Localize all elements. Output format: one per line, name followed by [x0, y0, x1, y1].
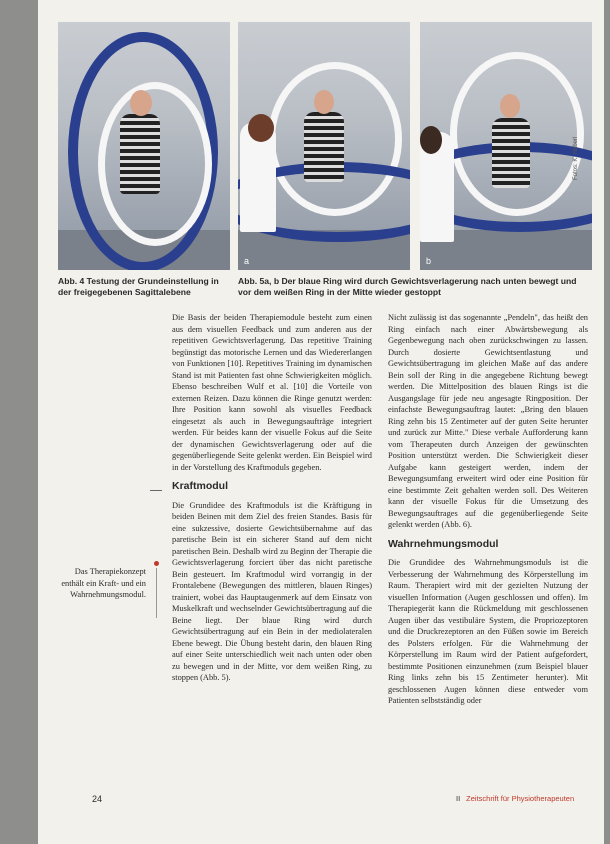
margin-note: Das Therapiekonzept enthält ein Kraft- und ein Wahrnehmungsmodul. — [61, 567, 146, 599]
patient-head — [314, 90, 334, 114]
photo-label-b: b — [426, 256, 432, 266]
patient-head — [130, 90, 152, 116]
photo-credit: Fotos: K. Haberl — [573, 136, 579, 180]
right-body-paragraph: Die Grundidee des Wahrnehmungsmoduls ist die Verbesserung der Wahrnehmung des Körperstellung im Raum. Therapiert wird mit der gezielten Nutzung der visuellen Information (Augen geschlossen und offen). Im Therapiegerät kann die Rückmeldung mit geschlossenen Augen über das vestibuläre System, die Propriozeptoren und die Druckrezeptoren an den Füßen sowie im Bereich des Polsters erfolgen. Für die Wahrnehmung der Körperstellung im Raum wird der Patient aufgefordert, bestimmte Positionen einzunehmen (zum Beispiel blauer Ring links zehn bis 15 Zentimeter herunter). Mit geschlossenen Augen können diese entweder vom Patienten selbstständig oder — [388, 558, 588, 705]
photo-fig5b — [420, 22, 592, 270]
heading-kraftmodul: Kraftmodul — [172, 480, 228, 492]
patient-head — [500, 94, 520, 118]
right-column — [388, 312, 588, 707]
journal-footer — [456, 794, 574, 803]
photo-label-a: a — [244, 256, 250, 266]
left-column — [172, 312, 372, 684]
footer-ordinal: II — [456, 794, 461, 803]
therapist-head — [248, 114, 274, 142]
page-number: 24 — [92, 794, 103, 804]
patient — [492, 118, 530, 188]
patient — [120, 114, 160, 194]
right-intro-paragraph: Nicht zulässig ist das sogenannte „Pendeln", das heißt den Ring einfach nach einer Abwärtsbewegung als Gegenbewegung nach oben zurückschwingen zu lassen. Durch dosierte Gewichtsentlastung und Gewichtsübertragung im gleichen Maße auf das andere Bein soll der Ring in die angegebene Richtung bewegt werden. Die Mittelposition des blauen Rings ist die Ausgangslage für jede neu angesagte Ringposition. Der einfachste Bewegungsauftrag lautet: „Bring den blauen Ring zehn bis 15 Zentimeter auf der guten Seite herunter und zurück zur Mitte." Diese verbale Aufforderung kann vom Therapeuten durch Anzeigen der gewünschten Position unterstützt werden. Die Schwierigkeit dieser Aufgabe kann gesteigert werden, indem der Bewegungsumfang erweitert wird oder eine Position für eine bestimmte Zeit gehalten werden soll. Des Weiteren kann der visuelle Fokus für die Umsetzung des Bewegungsauftrages auf die gegenüberliegende Seite gelenkt werden (Abb. 6). — [388, 313, 588, 529]
vertical-rule — [156, 568, 157, 618]
caption-fig5: Abb. 5a, b Der blaue Ring wird durch Gewichtsverlagerung nach unten bewegt und vor dem weißen Ring in der Mitte wieder gestoppt — [238, 276, 577, 297]
left-body-paragraph: Die Grundidee des Kraftmoduls ist die Kräftigung in beiden Beinen mit dem Ziel des freien Standes. Basis für eine sukzessive, dosierte Gewichtsübernahme auf das paretische Bein ist ein sicherer Stand auf dem nicht paretischen Bein. Deshalb wird zu Beginn der Therapie die Gewichtsverlagerung forciert über das nicht paretische Bein gesteuert. Im Kraftmodul wird vorrangig in der Frontalebene (Bewegungen des mittleren, blauen Ringes) trainiert, wobei das Hauptaugenmerk auf dem Einsatz von Muskelkraft und wechselnder Gewichtsübertragung auf die Beine liegt. Der blaue Ring wird durch Gewichtsübertragung auf ein Bein in der mediolateralen Ebene bewegt. Die Übung besteht darin, den blauen Ring auf einer Seite unterschiedlich weit nach unten oder oben zu bewegen und in der Mitte, vor dem weißen Ring, zu stoppen (Abb. 5). — [172, 500, 372, 682]
patient — [304, 112, 344, 182]
caption-fig4: Abb. 4 Testung der Grundeinstellung in der freigegebenen Sagittalebene — [58, 276, 219, 297]
therapist-head — [420, 126, 442, 154]
red-bullet — [154, 561, 159, 566]
photo-fig4 — [58, 22, 230, 270]
photo-fig5a — [238, 22, 410, 270]
rule-tick — [150, 490, 162, 491]
left-intro-paragraph: Die Basis der beiden Therapiemodule besteht zum einen aus dem visuellen Feedback und zum anderen aus der repetitiven Gewichtsverlagerung. Das repetitive Training begünstigt das motorische Lernen und das Wiedererlangen von Funktionen [10]. Repetitives Training im dynamischen Stand ist mit Patienten fast ohne Schwierigkeiten möglich. Ebenso beschreiben Wulf et al. [10] die Vorteile von externen Reizen. Dazu können die Ringe genutzt werden: Ihre Position kann sowohl als visuelles Feedback eingesetzt als auch in Bewegungsaufträge integriert werden. Für beides kann der visuelle Fokus auf die Seite der dynamischen Gewichtsverlagerung oder auf die gegenüberliegende Seite gelenkt werden. Ein Beispiel wird in der Vorstellung des Kraftmoduls gegeben. — [172, 313, 372, 472]
heading-wahrnehmungsmodul: Wahrnehmungsmodul — [388, 537, 499, 550]
journal-name: Zeitschrift für Physiotherapeuten — [466, 794, 575, 803]
